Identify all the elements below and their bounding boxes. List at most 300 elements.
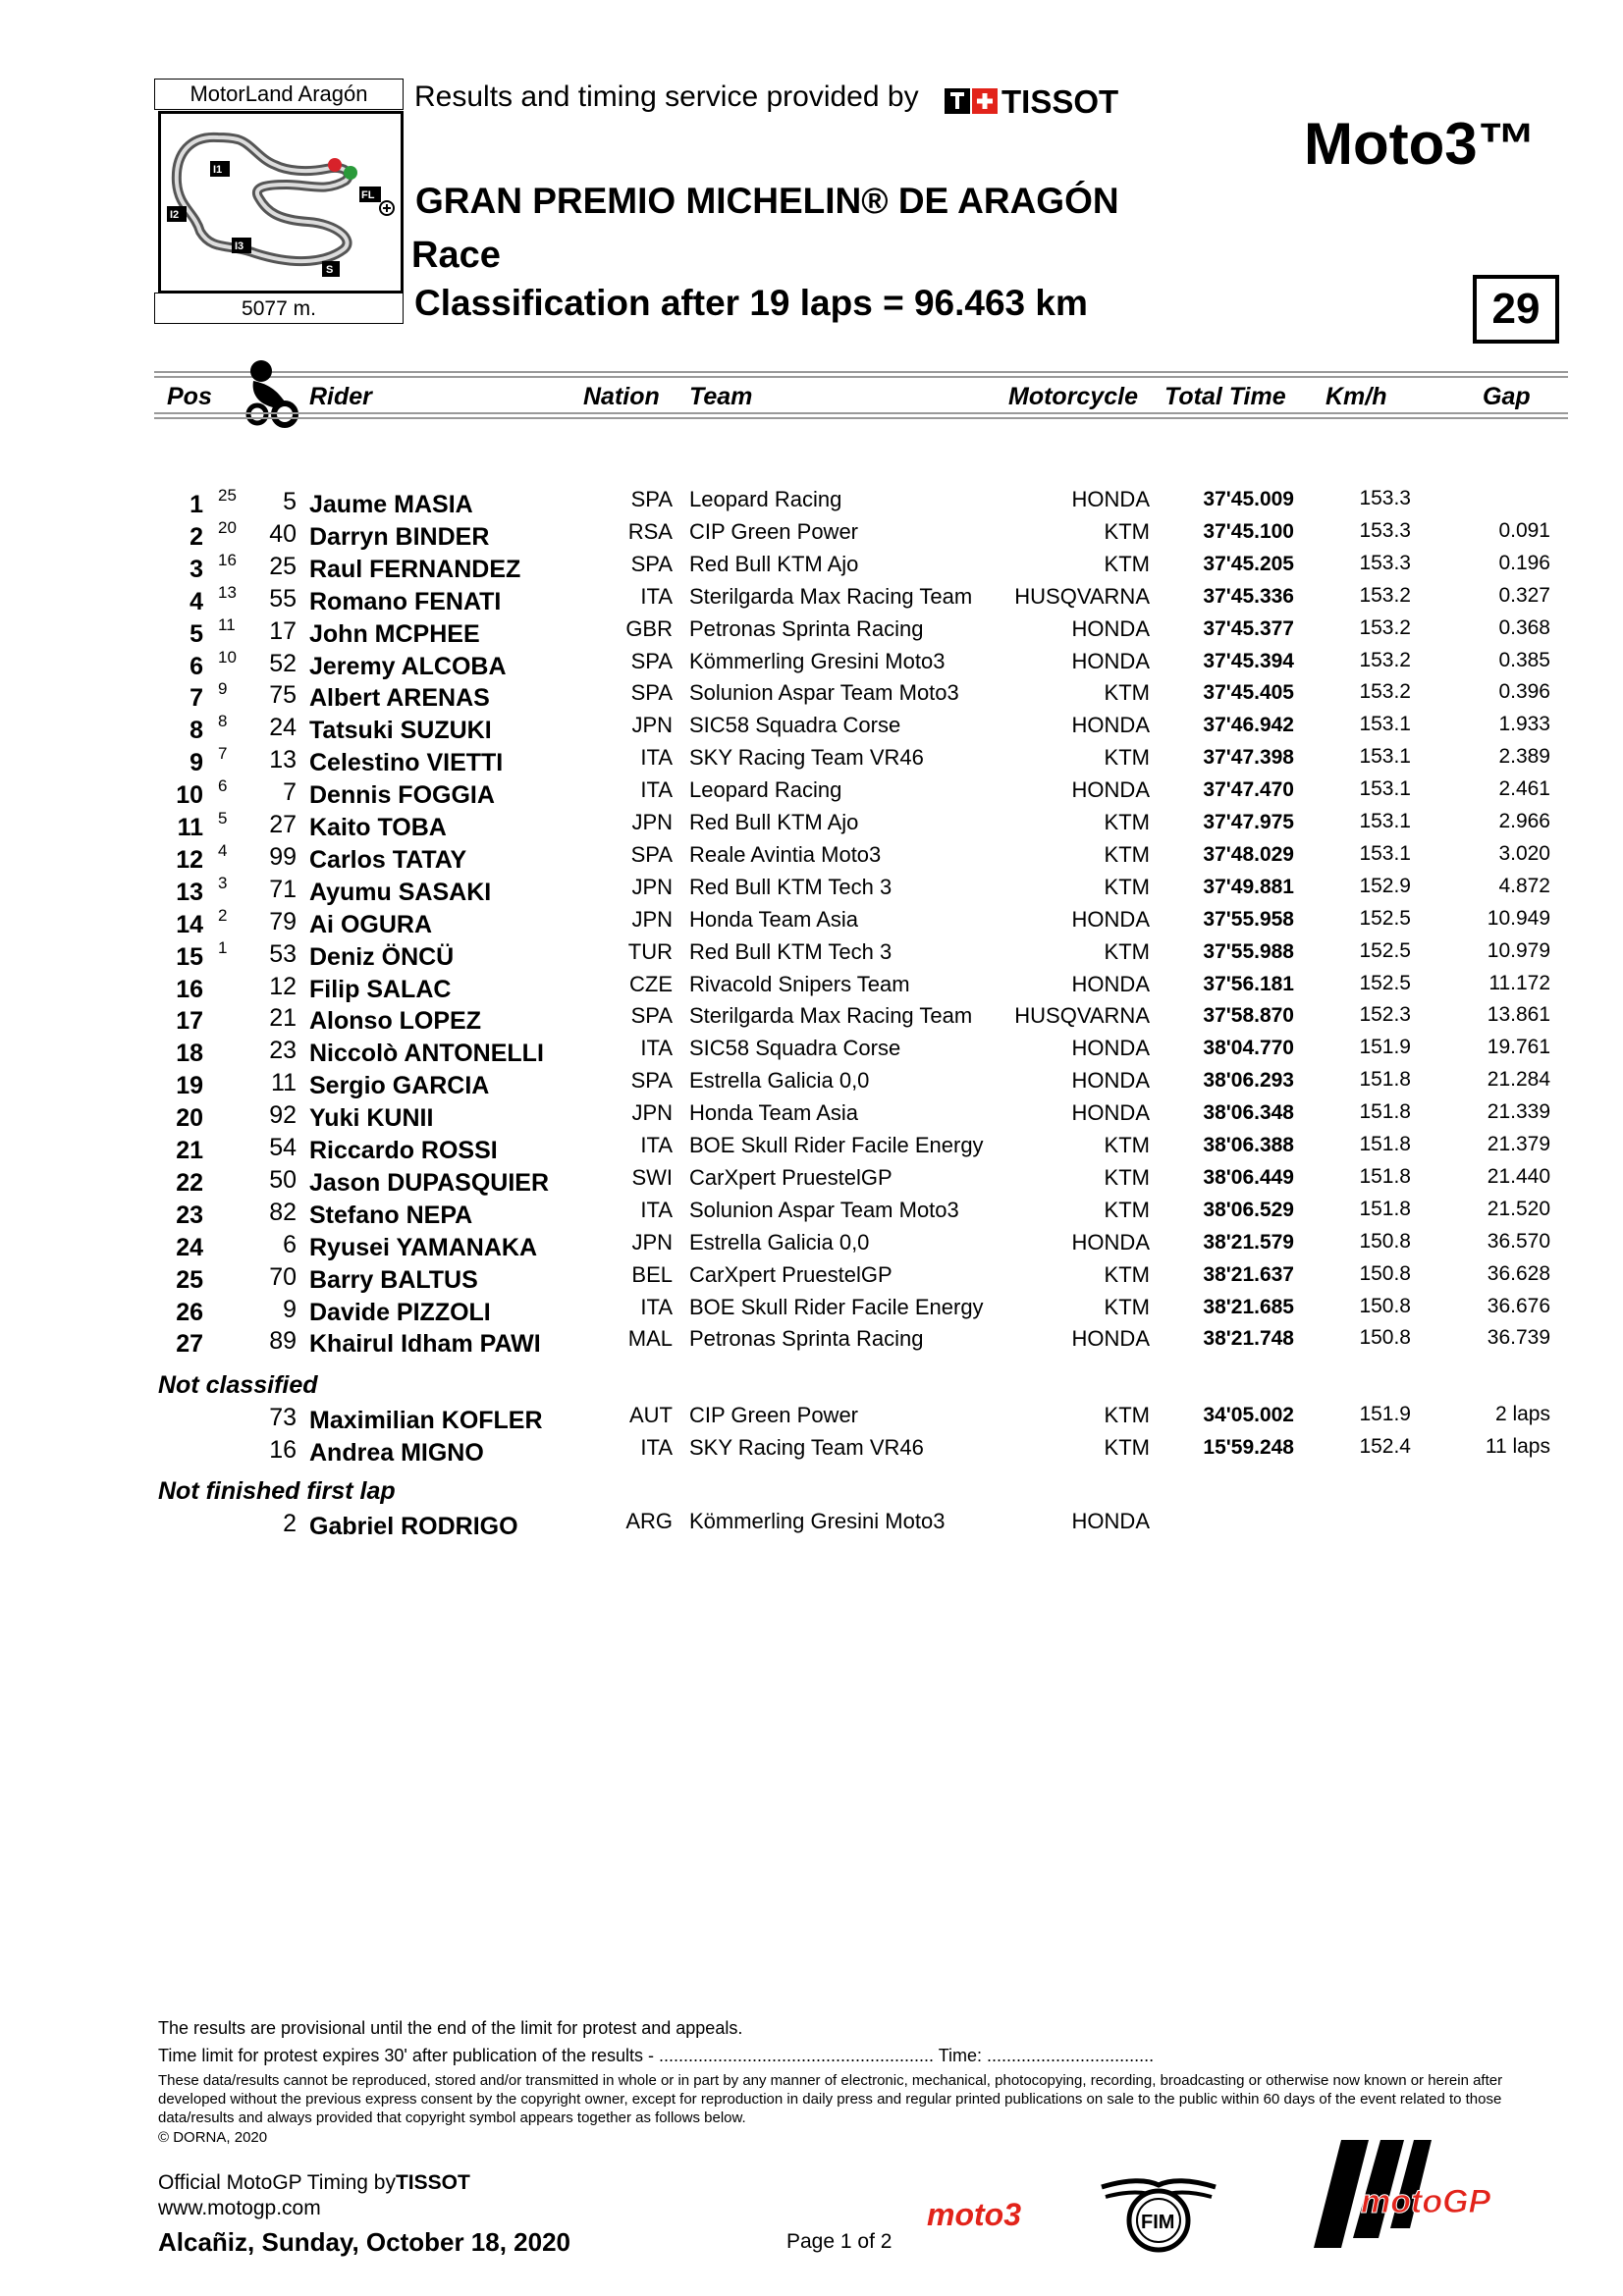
col-motorcycle: Motorcycle [1008, 383, 1138, 410]
nation-cell: JPN [631, 713, 673, 737]
speed-cell: 150.8 [1359, 1230, 1411, 1253]
table-row [0, 1294, 1623, 1326]
team-cell: Petronas Sprinta Racing [689, 1326, 924, 1351]
total-time-cell: 37'45.205 [1203, 553, 1294, 575]
nation-cell: SPA [630, 842, 673, 867]
speed-cell: 153.2 [1359, 649, 1411, 671]
rider-name-cell: Riccardo ROSSI [309, 1137, 498, 1164]
team-cell: Honda Team Asia [689, 1100, 859, 1125]
points-cell: 9 [218, 679, 228, 698]
section-not-classified: Not classified [158, 1371, 318, 1399]
total-time-cell: 38'06.388 [1203, 1134, 1294, 1156]
speed-cell: 151.9 [1359, 1403, 1411, 1425]
moto3-logo [923, 2192, 1070, 2240]
rider-name-cell: Celestino VIETTI [309, 749, 504, 776]
rider-name-cell: Kaito TOBA [309, 814, 447, 841]
team-cell: Estrella Galicia 0,0 [689, 1230, 870, 1255]
bike-number-cell: 75 [269, 681, 297, 709]
official-timing: Official MotoGP Timing byTISSOT [158, 2171, 470, 2194]
rider-name-cell: Andrea MIGNO [309, 1439, 484, 1467]
table-row [0, 938, 1623, 971]
svg-text:motoGP: motoGP [1361, 2183, 1491, 2220]
motorcycle-cell: HONDA [1071, 1230, 1150, 1255]
gap-cell: 2.966 [1498, 810, 1550, 832]
speed-cell: 152.5 [1359, 972, 1411, 994]
table-row [0, 712, 1623, 744]
points-cell: 3 [218, 874, 228, 892]
motorcycle-cell: KTM [1104, 519, 1150, 544]
total-time-cell: 37'58.870 [1203, 1004, 1294, 1027]
motorcycle-cell: HUSQVARNA [1014, 1003, 1150, 1028]
bike-number-cell: 50 [269, 1166, 297, 1194]
points-cell: 5 [218, 809, 228, 828]
pos-cell: 27 [176, 1330, 203, 1358]
provisional-notice: The results are provisional until the end of the limit for protest and appeals. [158, 2018, 743, 2038]
total-time-cell: 37'47.470 [1203, 778, 1294, 801]
rider-name-cell: Raul FERNANDEZ [309, 556, 521, 583]
rider-name-cell: Deniz ÖNCÜ [309, 943, 455, 971]
header-rule-top-2 [154, 376, 1568, 378]
team-cell: Petronas Sprinta Racing [689, 616, 924, 641]
motorcycle-cell: KTM [1104, 745, 1150, 770]
nation-cell: SPA [630, 649, 673, 673]
pos-cell: 19 [176, 1072, 203, 1099]
table-row [0, 1229, 1623, 1261]
bike-number-cell: 9 [283, 1296, 297, 1323]
points-cell: 1 [218, 938, 228, 957]
team-cell: Red Bull KTM Ajo [689, 810, 859, 834]
bike-number-cell: 52 [269, 650, 297, 677]
total-time-cell: 37'56.181 [1203, 973, 1294, 995]
total-time-cell: 38'06.348 [1203, 1101, 1294, 1124]
pos-cell: 17 [176, 1007, 203, 1035]
pos-cell: 13 [176, 879, 203, 906]
table-row [0, 551, 1623, 583]
table-row [0, 486, 1623, 518]
gap-cell: 36.570 [1487, 1230, 1550, 1253]
svg-text:FL: FL [361, 189, 375, 201]
team-cell: Kömmerling Gresini Moto3 [689, 1509, 946, 1533]
gap-cell: 0.396 [1498, 680, 1550, 703]
nation-cell: ITA [640, 1133, 673, 1157]
table-row [0, 1002, 1623, 1035]
motorcycle-cell: KTM [1104, 552, 1150, 576]
bike-number-cell: 82 [269, 1199, 297, 1226]
col-team: Team [689, 383, 753, 410]
total-time-cell: 37'45.336 [1203, 585, 1294, 608]
bike-number-cell: 13 [269, 746, 297, 774]
bike-number-cell: 12 [269, 973, 297, 1000]
total-time-cell: 38'06.529 [1203, 1199, 1294, 1221]
rider-name-cell: Filip SALAC [309, 976, 452, 1003]
col-gap: Gap [1483, 383, 1531, 410]
nation-cell: BEL [631, 1262, 673, 1287]
table-row [0, 1164, 1623, 1197]
pos-cell: 12 [176, 846, 203, 874]
gap-cell: 4.872 [1498, 875, 1550, 897]
speed-cell: 151.9 [1359, 1036, 1411, 1058]
total-time-cell: 34'05.002 [1203, 1404, 1294, 1426]
nation-cell: AUT [629, 1403, 673, 1427]
circuit-map [158, 111, 404, 294]
pos-cell: 18 [176, 1040, 203, 1067]
section-not-finished: Not finished first lap [158, 1477, 396, 1505]
gap-cell: 36.739 [1487, 1326, 1550, 1349]
gap-cell: 2 laps [1494, 1403, 1550, 1425]
total-time-cell: 37'47.975 [1203, 811, 1294, 833]
bike-number-cell: 5 [283, 488, 297, 515]
speed-cell: 153.2 [1359, 680, 1411, 703]
pos-cell: 26 [176, 1299, 203, 1326]
speed-cell: 151.8 [1359, 1165, 1411, 1188]
bike-number-cell: 16 [269, 1436, 297, 1464]
pos-cell: 20 [176, 1104, 203, 1132]
motorcycle-cell: KTM [1104, 1435, 1150, 1460]
points-cell: 25 [218, 486, 237, 505]
team-cell: Red Bull KTM Tech 3 [689, 875, 893, 899]
motorcycle-cell: HONDA [1071, 616, 1150, 641]
bike-number-cell: 79 [269, 908, 297, 935]
points-cell: 10 [218, 648, 237, 667]
header-rule-top [154, 371, 1568, 373]
bike-number-cell: 54 [269, 1134, 297, 1161]
nation-cell: GBR [625, 616, 673, 641]
tissot-wordmark: TISSOT [1001, 83, 1119, 118]
motorcycle-cell: KTM [1104, 680, 1150, 705]
speed-cell: 153.1 [1359, 842, 1411, 865]
rider-name-cell: Niccolò ANTONELLI [309, 1040, 544, 1067]
motorcycle-cell: KTM [1104, 1165, 1150, 1190]
team-cell: CIP Green Power [689, 519, 859, 544]
rider-name-cell: Ai OGURA [309, 911, 432, 938]
pos-cell: 5 [189, 620, 203, 648]
rider-name-cell: John MCPHEE [309, 620, 480, 648]
speed-cell: 153.3 [1359, 487, 1411, 509]
motorcycle-cell: KTM [1104, 1262, 1150, 1287]
svg-text:S: S [326, 264, 334, 276]
nation-cell: SPA [630, 1003, 673, 1028]
total-time-cell: 38'06.293 [1203, 1069, 1294, 1092]
total-time-cell: 38'06.449 [1203, 1166, 1294, 1189]
nation-cell: ITA [640, 1295, 673, 1319]
table-row [0, 809, 1623, 841]
motorcycle-cell: KTM [1104, 939, 1150, 964]
total-time-cell: 37'45.100 [1203, 520, 1294, 543]
speed-cell: 153.2 [1359, 616, 1411, 639]
motorcycle-cell: KTM [1104, 810, 1150, 834]
session-title: Race [411, 235, 501, 276]
header-rule-bottom-2 [154, 417, 1568, 419]
points-cell: 20 [218, 518, 237, 537]
speed-cell: 153.3 [1359, 519, 1411, 542]
team-cell: Kömmerling Gresini Moto3 [689, 649, 946, 673]
table-row [0, 841, 1623, 874]
motorcycle-cell: KTM [1104, 1403, 1150, 1427]
bike-number-cell: 23 [269, 1037, 297, 1064]
motorcycle-cell: HONDA [1071, 1509, 1150, 1533]
total-time-cell: 15'59.248 [1203, 1436, 1294, 1459]
nation-cell: ITA [640, 1435, 673, 1460]
table-row [0, 1099, 1623, 1132]
rider-name-cell: Tatsuki SUZUKI [309, 717, 492, 744]
gap-cell: 21.379 [1487, 1133, 1550, 1155]
team-cell: Leopard Racing [689, 487, 842, 511]
gap-cell: 0.091 [1498, 519, 1550, 542]
gap-cell: 10.949 [1487, 907, 1550, 930]
total-time-cell: 38'21.637 [1203, 1263, 1294, 1286]
bike-number-cell: 17 [269, 617, 297, 645]
nation-cell: SPA [630, 552, 673, 576]
motorcycle-cell: KTM [1104, 1295, 1150, 1319]
pos-cell: 16 [176, 976, 203, 1003]
team-cell: Rivacold Snipers Team [689, 972, 910, 996]
gap-cell: 36.628 [1487, 1262, 1550, 1285]
nation-cell: SPA [630, 1068, 673, 1093]
pos-cell: 11 [177, 814, 203, 841]
bike-number-cell: 27 [269, 811, 297, 838]
col-pos: Pos [167, 383, 212, 410]
team-cell: CarXpert PruestelGP [689, 1165, 893, 1190]
bike-number-cell: 55 [269, 585, 297, 613]
rider-name-cell: Maximilian KOFLER [309, 1407, 543, 1434]
svg-text:I2: I2 [170, 209, 180, 221]
pos-cell: 4 [189, 588, 203, 615]
svg-text:I1: I1 [213, 164, 223, 176]
gap-cell: 0.196 [1498, 552, 1550, 574]
total-time-cell: 37'45.405 [1203, 681, 1294, 704]
speed-cell: 152.9 [1359, 875, 1411, 897]
motorcycle-cell: HONDA [1071, 1326, 1150, 1351]
table-row [0, 583, 1623, 615]
svg-text:moto3: moto3 [927, 2197, 1021, 2232]
gap-cell: 36.676 [1487, 1295, 1550, 1317]
speed-cell: 152.5 [1359, 939, 1411, 962]
track-layout-icon [161, 114, 401, 291]
speed-cell: 152.3 [1359, 1003, 1411, 1026]
gap-cell: 10.979 [1487, 939, 1550, 962]
motorcycle-cell: HONDA [1071, 972, 1150, 996]
team-cell: BOE Skull Rider Facile Energy [689, 1295, 984, 1319]
points-cell: 7 [218, 744, 228, 763]
team-cell: SKY Racing Team VR46 [689, 1435, 924, 1460]
motorcycle-cell: HONDA [1071, 907, 1150, 932]
rider-name-cell: Dennis FOGGIA [309, 781, 495, 809]
table-row [0, 615, 1623, 648]
bike-number-cell: 7 [283, 778, 297, 806]
timing-service-text: Results and timing service provided by [414, 80, 919, 113]
gap-cell: 2.389 [1498, 745, 1550, 768]
table-row [0, 744, 1623, 776]
total-time-cell: 38'21.685 [1203, 1296, 1294, 1318]
gap-cell: 21.284 [1487, 1068, 1550, 1091]
pos-cell: 8 [189, 717, 203, 744]
header-rule-bottom [154, 412, 1568, 414]
points-cell: 16 [218, 551, 237, 569]
table-row [0, 648, 1623, 680]
motorcycle-cell: HUSQVARNA [1014, 584, 1150, 609]
pos-cell: 9 [189, 749, 203, 776]
total-time-cell: 38'04.770 [1203, 1037, 1294, 1059]
speed-cell: 150.8 [1359, 1262, 1411, 1285]
pos-cell: 6 [189, 653, 203, 680]
team-cell: Sterilgarda Max Racing Team [689, 584, 973, 609]
total-time-cell: 37'45.377 [1203, 617, 1294, 640]
gap-cell: 21.520 [1487, 1198, 1550, 1220]
motorcycle-cell: HONDA [1071, 777, 1150, 802]
team-cell: Reale Avintia Moto3 [689, 842, 882, 867]
tissot-logo [945, 82, 1172, 118]
bike-number-cell: 24 [269, 714, 297, 741]
table-row [0, 679, 1623, 712]
table-row [0, 906, 1623, 938]
team-cell: Leopard Racing [689, 777, 842, 802]
gap-cell: 21.339 [1487, 1100, 1550, 1123]
pos-cell: 24 [176, 1234, 203, 1261]
table-row [0, 1197, 1623, 1229]
team-cell: Honda Team Asia [689, 907, 859, 932]
rider-name-cell: Darryn BINDER [309, 523, 490, 551]
nation-cell: TUR [627, 939, 673, 964]
rider-name-cell: Jason DUPASQUIER [309, 1169, 550, 1197]
bike-number-cell: 89 [269, 1327, 297, 1355]
circuit-name: MotorLand Aragón [154, 79, 404, 110]
motorcycle-cell: HONDA [1071, 487, 1150, 511]
nation-cell: ITA [640, 1036, 673, 1060]
copyright-notice: These data/results cannot be reproduced, stored and/or transmitted in whole or in part by any manner of electronic, mechanical, photocopying, recording, broadcasting or otherwise now known or herein after developed without the previous express consent by the copyright owner, except for reproduction in daily press and regular printed publications on sale to the public within 60 days of the event related to those data/results and always provided that copyright symbol appears together as follows below. [158, 2072, 1503, 2126]
rider-name-cell: Gabriel RODRIGO [309, 1513, 518, 1540]
table-row [0, 1402, 1623, 1434]
bike-number-cell: 40 [269, 520, 297, 548]
gap-cell: 21.440 [1487, 1165, 1550, 1188]
team-cell: Sterilgarda Max Racing Team [689, 1003, 973, 1028]
points-cell: 8 [218, 712, 228, 730]
nation-cell: SWI [631, 1165, 673, 1190]
motorcycle-cell: KTM [1104, 1133, 1150, 1157]
points-cell: 6 [218, 776, 228, 795]
pos-cell: 23 [176, 1201, 203, 1229]
speed-cell: 152.4 [1359, 1435, 1411, 1458]
rider-name-cell: Stefano NEPA [309, 1201, 473, 1229]
rider-name-cell: Romano FENATI [309, 588, 502, 615]
nation-cell: ITA [640, 745, 673, 770]
speed-cell: 153.1 [1359, 713, 1411, 735]
pos-cell: 14 [176, 911, 203, 938]
total-time-cell: 37'47.398 [1203, 746, 1294, 769]
bike-number-cell: 71 [269, 876, 297, 903]
rider-name-cell: Yuki KUNII [309, 1104, 434, 1132]
total-time-cell: 37'55.958 [1203, 908, 1294, 931]
nation-cell: CZE [629, 972, 673, 996]
motogp-logo [1284, 2130, 1506, 2263]
gap-cell: 11 laps [1485, 1435, 1550, 1458]
motorcycle-cell: KTM [1104, 1198, 1150, 1222]
category-title: Moto3™ [1304, 111, 1537, 177]
pos-cell: 15 [176, 943, 203, 971]
rider-name-cell: Sergio GARCIA [309, 1072, 490, 1099]
team-cell: SKY Racing Team VR46 [689, 745, 924, 770]
bike-number-cell: 21 [269, 1004, 297, 1032]
pos-cell: 1 [189, 491, 203, 518]
total-time-cell: 37'45.394 [1203, 650, 1294, 672]
team-cell: Estrella Galicia 0,0 [689, 1068, 870, 1093]
gap-cell: 1.933 [1498, 713, 1550, 735]
gap-cell: 13.861 [1487, 1003, 1550, 1026]
gap-cell: 0.368 [1498, 616, 1550, 639]
rider-name-cell: Khairul Idham PAWI [309, 1330, 541, 1358]
page-number: Page 1 of 2 [786, 2230, 893, 2253]
nation-cell: JPN [631, 907, 673, 932]
rider-name-cell: Ryusei YAMANAKA [309, 1234, 538, 1261]
speed-cell: 151.8 [1359, 1100, 1411, 1123]
col-total-time: Total Time [1164, 383, 1286, 410]
speed-cell: 153.2 [1359, 584, 1411, 607]
circuit-length: 5077 m. [154, 293, 404, 324]
team-cell: CIP Green Power [689, 1403, 859, 1427]
speed-cell: 153.1 [1359, 810, 1411, 832]
team-cell: SIC58 Squadra Corse [689, 1036, 901, 1060]
bike-number-cell: 53 [269, 940, 297, 968]
points-cell: 2 [218, 906, 228, 925]
col-rider: Rider [309, 383, 372, 410]
bike-number-cell: 70 [269, 1263, 297, 1291]
total-time-cell: 38'21.748 [1203, 1327, 1294, 1350]
rider-name-cell: Alonso LOPEZ [309, 1007, 481, 1035]
team-cell: BOE Skull Rider Facile Energy [689, 1133, 984, 1157]
motorcycle-cell: KTM [1104, 875, 1150, 899]
total-time-cell: 37'46.942 [1203, 714, 1294, 736]
total-time-cell: 37'48.029 [1203, 843, 1294, 866]
nation-cell: RSA [627, 519, 673, 544]
pos-cell: 2 [189, 523, 203, 551]
bike-number-cell: 92 [269, 1101, 297, 1129]
points-cell: 13 [218, 583, 237, 602]
rider-name-cell: Carlos TATAY [309, 846, 467, 874]
table-row [0, 1132, 1623, 1164]
bike-number-cell: 25 [269, 553, 297, 580]
table-row [0, 1067, 1623, 1099]
team-cell: CarXpert PruestelGP [689, 1262, 893, 1287]
pos-cell: 25 [176, 1266, 203, 1294]
table-row [0, 1035, 1623, 1067]
gap-cell: 2.461 [1498, 777, 1550, 800]
total-time-cell: 37'55.988 [1203, 940, 1294, 963]
total-time-cell: 37'45.009 [1203, 488, 1294, 510]
bike-number-cell: 2 [283, 1510, 297, 1537]
table-row [0, 1434, 1623, 1467]
event-title: GRAN PREMIO MICHELIN® DE ARAGÓN [415, 181, 1119, 221]
pos-cell: 22 [176, 1169, 203, 1197]
pos-cell: 21 [176, 1137, 203, 1164]
speed-cell: 152.5 [1359, 907, 1411, 930]
bike-number-cell: 73 [269, 1404, 297, 1431]
nation-cell: ARG [625, 1509, 673, 1533]
pos-cell: 10 [176, 781, 203, 809]
table-row [0, 1508, 1623, 1540]
website: www.motogp.com [158, 2197, 321, 2219]
table-row [0, 1261, 1623, 1294]
pos-cell: 7 [189, 684, 203, 712]
svg-text:I3: I3 [235, 240, 244, 252]
motorcycle-cell: HONDA [1071, 1036, 1150, 1060]
page-badge: 29 [1473, 275, 1559, 344]
speed-cell: 150.8 [1359, 1326, 1411, 1349]
table-row [0, 1325, 1623, 1358]
gap-cell: 3.020 [1498, 842, 1550, 865]
nation-cell: ITA [640, 777, 673, 802]
speed-cell: 153.3 [1359, 552, 1411, 574]
speed-cell: 151.8 [1359, 1198, 1411, 1220]
gap-cell: 11.172 [1488, 972, 1550, 994]
